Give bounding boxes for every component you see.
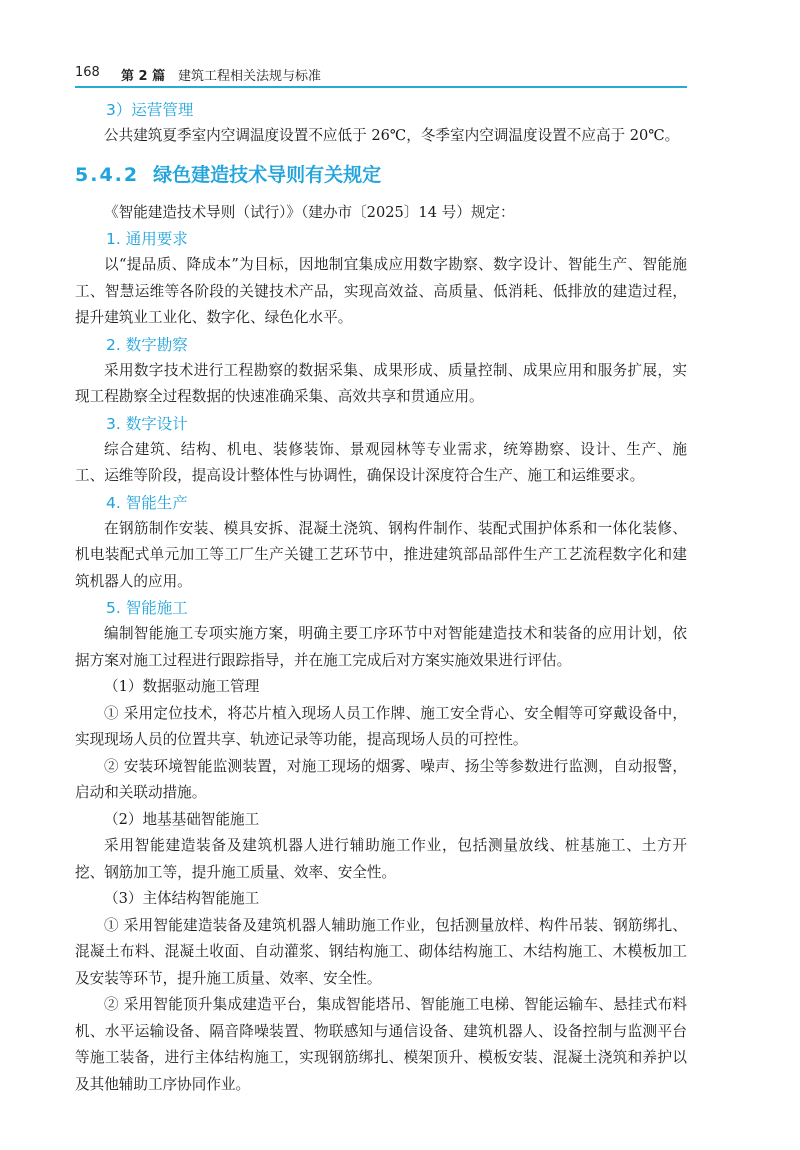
- heading-operation-management: 3）运营管理: [106, 101, 194, 119]
- item-structure-a: ① 采用智能建造装备及建筑机器人辅助施工作业，包括测量放样、构件吊装、钢筋绑扎、混凝土布料、混凝土收面、自动灌浆、钢结构施工、砌体结构施工、木结构施工、木模板加工及安装等环节，提升施工质量、效率、安全性。: [75, 916, 687, 987]
- paragraph-general-requirements: 以“提品质、降成本”为目标，因地制宜集成应用数字勘察、数字设计、智能生产、智能施工、智慧运维等各阶段的关键技术产品，实现高效益、高质量、低消耗、低排放的建造过程，提升建筑业工业化、数字化、绿色化水平。: [75, 256, 687, 326]
- header-title: 建筑工程相关法规与标准: [178, 69, 322, 84]
- section-lead: 《智能建造技术导则（试行）》（建办市〔2025〕14 号）规定：: [104, 203, 515, 221]
- heading-digital-survey: 2. 数字勘察: [106, 335, 188, 354]
- item-data-driven-b: ② 安装环境智能监测装置，对施工现场的烟雾、噪声、扬尘等参数进行监测，自动报警，启动和关联动措施。: [75, 757, 687, 801]
- item-data-driven-title: （1）数据驱动施工管理: [104, 678, 260, 695]
- heading-intelligent-production: 4. 智能生产: [106, 493, 188, 512]
- section-heading: [75, 158, 687, 192]
- paragraph-digital-design: 综合建筑、结构、机电、装修装饰、景观园林等专业需求，统筹勘察、设计、生产、施工、运维等阶段，提高设计整体性与协调性，确保设计深度符合生产、施工和运维要求。: [75, 440, 687, 484]
- section-title: 绿色建造技术导则有关规定: [153, 163, 382, 186]
- paragraph-intelligent-construction: 编制智能施工专项实施方案，明确主要工序环节中对智能建造技术和装备的应用计划，依据方案对施工过程进行跟踪指导，并在施工完成后对方案实施效果进行评估。: [75, 625, 687, 669]
- item-foundation-title: （2）地基基础智能施工: [104, 810, 260, 828]
- page-header: [75, 62, 685, 84]
- item-data-driven-a: ① 采用定位技术，将芯片植入现场人员工作牌、施工安全背心、安全帽等可穿戴设备中，实现现场人员的位置共享、轨迹记录等功能，提高现场人员的可控性。: [75, 704, 687, 748]
- paragraph-intelligent-production: 在钢筋制作安装、模具安拆、混凝土浇筑、钢构件制作、装配式围护体系和一体化装修、机电装配式单元加工等工厂生产关键工艺环节中，推进建筑部品部件生产工艺流程数字化和建筑机器人的应用。: [75, 519, 687, 590]
- paragraph-digital-survey: 采用数字技术进行工程勘察的数据采集、成果形成、质量控制、成果应用和服务扩展，实现工程勘察全过程数据的快速准确采集、高效共享和贯通应用。: [75, 361, 687, 405]
- heading-general-requirements: 1. 通用要求: [106, 230, 188, 248]
- page-number: 168: [75, 65, 100, 80]
- item-foundation-text: 采用智能建造装备及建筑机器人进行辅助施工作业，包括测量放线、桩基施工、土方开挖、钢筋加工等，提升施工质量、效率、安全性。: [75, 837, 687, 881]
- heading-digital-design: 3. 数字设计: [106, 414, 188, 433]
- item-structure-b: ② 采用智能顶升集成建造平台，集成智能塔吊、智能施工电梯、智能运输车、悬挂式布料机、水平运输设备、隔音降噪装置、物联感知与通信设备、建筑机器人、设备控制与监测平台等施工装备，进行主体结构施工，实现钢筋绑扎、模架顶升、模板安装、混凝土浇筑和养护以及其他辅助工序协同作业。: [75, 996, 687, 1093]
- header-rule: [75, 86, 687, 88]
- item-structure-title: （3）主体结构智能施工: [104, 890, 260, 907]
- part-label: 第 2 篇: [121, 69, 166, 84]
- paragraph-operation-management: 公共建筑夏季室内空调温度设置不应低于 26℃，冬季室内空调温度设置不应高于 20℃。: [104, 127, 680, 144]
- section-number: 5.4.2: [75, 163, 140, 186]
- page-body: [75, 94, 687, 1098]
- heading-intelligent-construction: 5. 智能施工: [106, 599, 188, 617]
